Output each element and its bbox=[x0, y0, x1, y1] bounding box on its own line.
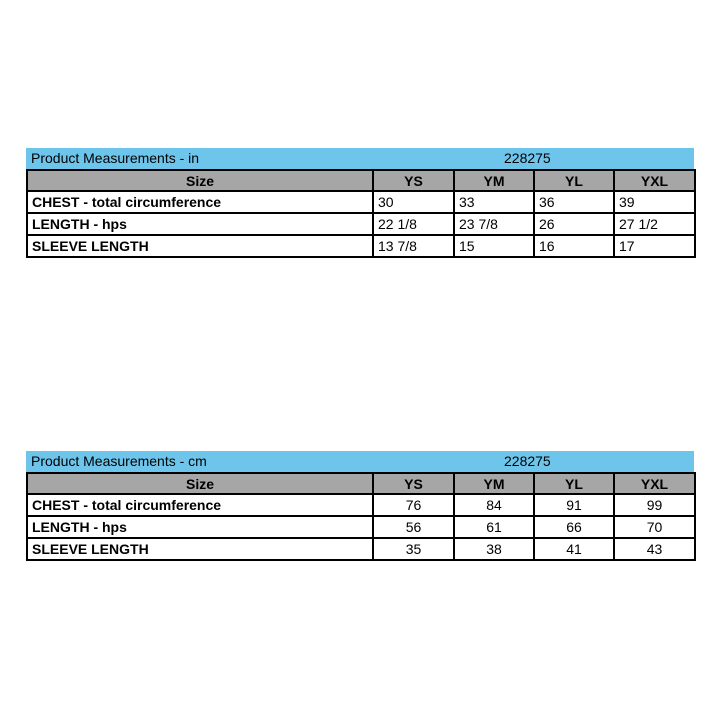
cell-value: 39 bbox=[614, 191, 695, 213]
row-label: CHEST - total circumference bbox=[27, 494, 373, 516]
cell-value: 16 bbox=[534, 235, 614, 257]
header-ym: YM bbox=[454, 170, 534, 191]
table-row bbox=[27, 235, 695, 257]
table-row bbox=[27, 538, 695, 560]
header-size: Size bbox=[27, 473, 373, 494]
cell-value: 13 7/8 bbox=[373, 235, 454, 257]
row-label: SLEEVE LENGTH bbox=[27, 538, 373, 560]
table-row bbox=[27, 213, 695, 235]
table-row bbox=[27, 191, 695, 213]
product-code: 228275 bbox=[504, 453, 551, 469]
cell-value: 22 1/8 bbox=[373, 213, 454, 235]
product-code: 228275 bbox=[504, 150, 551, 166]
size-table bbox=[26, 472, 696, 561]
cell-value: 70 bbox=[614, 516, 695, 538]
header-ys: YS bbox=[373, 170, 454, 191]
header-ym: YM bbox=[454, 473, 534, 494]
size-table bbox=[26, 169, 696, 258]
cell-value: 84 bbox=[454, 494, 534, 516]
cell-value: 76 bbox=[373, 494, 454, 516]
cell-value: 41 bbox=[534, 538, 614, 560]
cell-value: 17 bbox=[614, 235, 695, 257]
header-row bbox=[27, 473, 695, 494]
cell-value: 56 bbox=[373, 516, 454, 538]
row-label: SLEEVE LENGTH bbox=[27, 235, 373, 257]
header-yxl: YXL bbox=[614, 473, 695, 494]
table-title: Product Measurements - in bbox=[31, 150, 200, 166]
cell-value: 38 bbox=[454, 538, 534, 560]
measurements-table-cm bbox=[26, 451, 694, 561]
cell-value: 66 bbox=[534, 516, 614, 538]
header-ys: YS bbox=[373, 473, 454, 494]
cell-value: 23 7/8 bbox=[454, 213, 534, 235]
header-row bbox=[27, 170, 695, 191]
cell-value: 30 bbox=[373, 191, 454, 213]
row-label: LENGTH - hps bbox=[27, 213, 373, 235]
cell-value: 27 1/2 bbox=[614, 213, 695, 235]
row-label: LENGTH - hps bbox=[27, 516, 373, 538]
header-size: Size bbox=[27, 170, 373, 191]
table-title-bar bbox=[26, 148, 694, 169]
header-yl: YL bbox=[534, 170, 614, 191]
cell-value: 26 bbox=[534, 213, 614, 235]
header-yl: YL bbox=[534, 473, 614, 494]
table-row bbox=[27, 516, 695, 538]
cell-value: 35 bbox=[373, 538, 454, 560]
cell-value: 43 bbox=[614, 538, 695, 560]
table-title-bar bbox=[26, 451, 694, 472]
cell-value: 99 bbox=[614, 494, 695, 516]
table-title: Product Measurements - cm bbox=[31, 453, 207, 469]
measurements-table-inches bbox=[26, 148, 694, 258]
cell-value: 61 bbox=[454, 516, 534, 538]
header-yxl: YXL bbox=[614, 170, 695, 191]
row-label: CHEST - total circumference bbox=[27, 191, 373, 213]
cell-value: 36 bbox=[534, 191, 614, 213]
cell-value: 15 bbox=[454, 235, 534, 257]
table-row bbox=[27, 494, 695, 516]
cell-value: 91 bbox=[534, 494, 614, 516]
cell-value: 33 bbox=[454, 191, 534, 213]
